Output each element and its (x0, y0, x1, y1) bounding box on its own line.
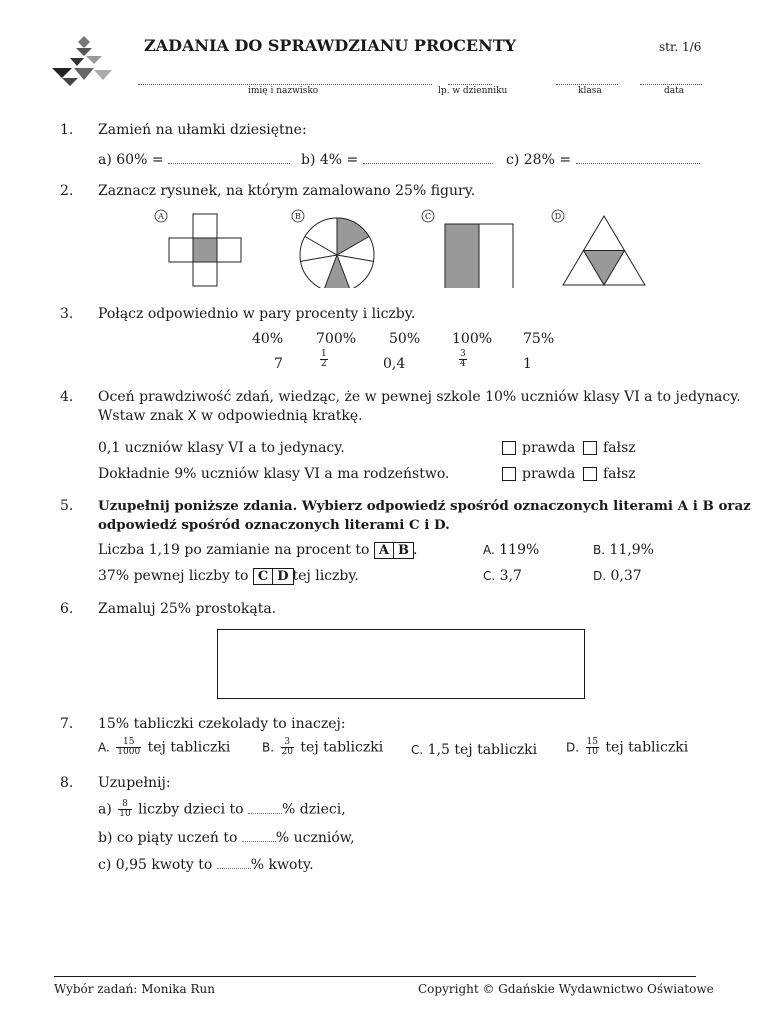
q7-option-b-text: tej tabliczki (300, 739, 384, 756)
statement-1-false[interactable] (583, 439, 636, 457)
q8-item-b (98, 829, 355, 847)
statement-1-true-label: prawda (522, 440, 576, 456)
publisher-logo (48, 32, 116, 88)
three-quarters-denominator: 4 (460, 359, 466, 369)
q8-b-suffix: % uczniów, (275, 830, 355, 846)
question-8-number: 8. (60, 775, 74, 791)
x-mark: X (187, 409, 197, 424)
q8-a-suffix: % dzieci, (282, 801, 346, 818)
q8-c-prefix: c) 0,95 kwoty to (98, 857, 213, 873)
q8-c-answer[interactable] (217, 856, 251, 869)
q8-b-answer[interactable] (242, 829, 276, 842)
q5-answer-a (483, 541, 539, 559)
option-a-cross-figure[interactable] (152, 208, 282, 288)
question-7-text: 15% tabliczki czekolady to inaczej: (98, 716, 346, 732)
class-field-line[interactable] (556, 72, 618, 85)
option-b-circle-figure[interactable] (286, 208, 386, 288)
q7-d-numerator: 15 (586, 737, 598, 747)
q7-option-d-text: tej tabliczki (605, 739, 689, 756)
number-half[interactable] (318, 350, 330, 369)
percent-40[interactable]: 40% (252, 331, 284, 347)
q4-line-2-pre: Wstaw znak (98, 408, 184, 424)
footer-copyright: Copyright © Gdańskie Wydawnictwo Oświatowe (418, 982, 714, 996)
q1-a-answer[interactable] (168, 151, 290, 164)
q7-option-a-letter: A. (98, 740, 110, 755)
q5-answer-c-value: 3,7 (499, 568, 522, 584)
statement-2-false[interactable] (583, 465, 636, 483)
statement-2-false-label: fałsz (603, 466, 636, 482)
q7-d-denominator: 10 (586, 747, 598, 757)
footer-divider (54, 976, 696, 977)
document-title: ZADANIA DO SPRAWDZIANU PROCENTY (144, 36, 517, 55)
q7-option-c[interactable] (411, 741, 537, 759)
box-d[interactable]: D (272, 568, 293, 585)
q8-item-c (98, 856, 314, 874)
q5-answer-b-letter: B. (593, 543, 606, 557)
statement-2: Dokładnie 9% uczniów klasy VI a ma rodzeństwo. (98, 466, 450, 482)
box-b[interactable]: B (393, 542, 414, 559)
q1-b (301, 151, 493, 169)
q8-item-a (98, 800, 346, 819)
name-field-label: imię i nazwisko (248, 86, 319, 96)
three-quarters-numerator: 3 (460, 349, 466, 359)
q7-option-d[interactable] (566, 738, 688, 757)
half-denominator: 2 (321, 359, 327, 369)
question-3-number: 3. (60, 306, 74, 322)
question-8-text: Uzupełnij: (98, 775, 171, 791)
question-1-text: Zamień na ułamki dziesiętne: (98, 122, 307, 138)
percent-50[interactable]: 50% (389, 331, 421, 347)
number-field-line[interactable] (448, 72, 492, 85)
name-field-line[interactable] (138, 72, 432, 85)
q5-sentence-2 (98, 567, 359, 585)
q5-answer-c-letter: C. (483, 569, 496, 583)
statement-2-false-checkbox[interactable] (583, 467, 597, 481)
q8-c-suffix: % kwoty. (250, 857, 314, 873)
q5-answer-c (483, 567, 522, 585)
percent-75[interactable]: 75% (523, 331, 555, 347)
q5-answer-a-letter: A. (483, 543, 495, 557)
option-d-label: D (554, 212, 562, 221)
footer-author: Wybór zadań: Monika Run (54, 982, 216, 996)
class-field-label: klasa (578, 86, 602, 96)
half-numerator: 1 (321, 349, 327, 359)
q5-answer-d (593, 567, 642, 585)
q7-option-b[interactable] (262, 738, 383, 757)
date-field-label: data (664, 86, 685, 96)
question-2-number: 2. (60, 183, 74, 199)
number-1[interactable]: 1 (523, 356, 532, 372)
question-5-line-1: Uzupełnij poniższe zdania. Wybierz odpowiedź spośród oznaczonych literami A i B oraz (98, 498, 751, 514)
question-5-line-2: odpowiedź spośród oznaczonych literami C i D. (98, 517, 450, 533)
q7-option-a[interactable] (98, 738, 230, 757)
q1-a (98, 151, 290, 169)
q7-a-denominator: 1000 (117, 747, 141, 757)
date-field-line[interactable] (640, 72, 702, 85)
q8-a-prefix: a) (98, 801, 112, 818)
q5-answer-b-value: 11,9% (609, 542, 654, 558)
q5-answer-a-value: 119% (499, 542, 540, 558)
statement-1: 0,1 uczniów klasy VI a to jedynacy. (98, 440, 345, 456)
rectangle-to-shade[interactable] (217, 629, 585, 699)
q7-option-c-text: 1,5 tej tabliczki (427, 742, 538, 758)
q8-b-prefix: b) co piąty uczeń to (98, 830, 238, 846)
q5-sentence-1 (98, 541, 417, 559)
question-6-text: Zamaluj 25% prostokąta. (98, 601, 277, 617)
q5-sentence-1-text: Liczba 1,19 po zamianie na procent to (98, 542, 370, 558)
percent-100[interactable]: 100% (452, 331, 493, 347)
number-field-label: lp. w dzienniku (438, 86, 508, 96)
statement-2-true-label: prawda (522, 466, 576, 482)
statement-2-true-checkbox[interactable] (502, 467, 516, 481)
box-c[interactable]: C (253, 568, 273, 585)
q1-c-answer[interactable] (576, 151, 700, 164)
q1-b-label: b) 4% = (301, 152, 359, 168)
question-7-number: 7. (60, 716, 74, 732)
q7-option-a-text: tej tabliczki (147, 739, 231, 756)
question-4-line-1: Oceń prawdziwość zdań, wiedząc, że w pewnej szkole 10% uczniów klasy VI a to jedynacy. (98, 389, 741, 405)
percent-700[interactable]: 700% (316, 331, 357, 347)
option-a-label: A (158, 212, 164, 221)
q7-option-c-letter: C. (411, 743, 424, 757)
q8-a-middle: liczby dzieci to (138, 801, 244, 818)
q1-b-answer[interactable] (363, 151, 493, 164)
question-6-number: 6. (60, 601, 74, 617)
question-2-text: Zaznacz rysunek, na którym zamalowano 25% figury. (98, 183, 476, 199)
q7-a-numerator: 15 (116, 738, 141, 748)
option-c-label: C (424, 212, 432, 221)
q5-sentence-1-end: . (412, 542, 418, 558)
q1-c-label: c) 28% = (506, 152, 572, 168)
number-three-quarters[interactable] (457, 350, 469, 369)
question-5-number: 5. (60, 498, 74, 514)
statement-1-false-label: fałsz (603, 440, 636, 456)
option-d-triangle-figure[interactable] (548, 208, 658, 288)
statement-1-true-checkbox[interactable] (502, 441, 516, 455)
page-number: str. 1/6 (659, 40, 702, 54)
number-0-4[interactable]: 0,4 (383, 356, 406, 372)
q4-line-2-post: w odpowiednią kratkę. (201, 408, 363, 424)
q5-answer-b (593, 541, 654, 559)
question-4-line-2 (98, 407, 363, 426)
statement-2-true[interactable] (502, 465, 575, 483)
question-3-text: Połącz odpowiednio w pary procenty i liczby. (98, 306, 416, 322)
number-7[interactable]: 7 (274, 356, 283, 372)
statement-1-true[interactable] (502, 439, 575, 457)
q5-sentence-2-end: tej liczby. (292, 568, 359, 584)
q5-answer-d-letter: D. (593, 569, 607, 583)
q7-b-denominator: 20 (281, 747, 293, 757)
question-4-number: 4. (60, 389, 74, 405)
option-b-label: B (295, 212, 301, 221)
q7-b-numerator: 3 (281, 738, 294, 748)
q8-a-denominator: 10 (119, 809, 131, 819)
question-1-number: 1. (60, 122, 74, 138)
statement-1-false-checkbox[interactable] (583, 441, 597, 455)
q7-option-b-letter: B. (262, 740, 275, 755)
q1-a-label: a) 60% = (98, 152, 164, 168)
option-c-rectangle-figure[interactable] (418, 208, 518, 288)
q8-a-numerator: 8 (118, 800, 131, 810)
q5-sentence-2-text: 37% pewnej liczby to (98, 568, 249, 584)
q8-a-answer[interactable] (248, 801, 282, 814)
q5-answer-d-value: 0,37 (610, 568, 642, 584)
q1-c (506, 151, 700, 169)
box-a[interactable]: A (374, 542, 394, 559)
q7-option-d-letter: D. (566, 740, 580, 755)
